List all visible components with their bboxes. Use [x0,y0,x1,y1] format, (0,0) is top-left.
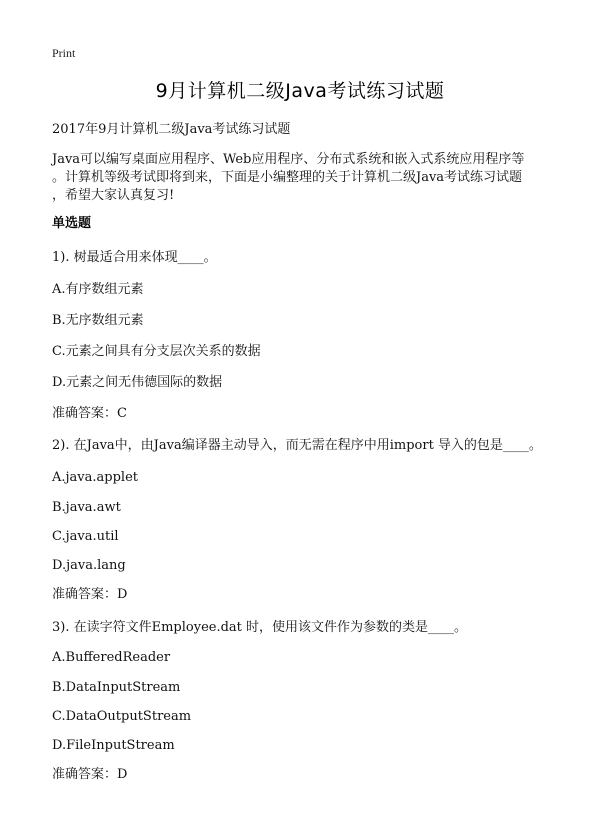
question-option: B.无序数组元素 [52,313,144,328]
intro-line: Java可以编写桌面应用程序、Web应用程序、分布式系统和嵌入式系统应用程序等 [52,152,525,167]
question-option: A.BufferedReader [52,650,171,665]
question-option: A.java.applet [52,470,138,485]
question-stem: 2). 在Java中，由Java编译器主动导入，而无需在程序中用import 导入的包是____。 [52,438,542,453]
page-title: 9月计算机二级Java考试练习试题 [155,80,445,102]
question-stem: 1). 树最适合用来体现____。 [52,250,217,265]
document-subtitle: 2017年9月计算机二级Java考试练习试题 [52,122,291,137]
question-option: D.java.lang [52,558,126,573]
answer-line: 准确答案：D [52,767,128,782]
answer-line: 准确答案：C [52,406,127,421]
question-option: B.DataInputStream [52,680,181,695]
question-option: A.有序数组元素 [52,282,144,297]
intro-paragraph [52,151,552,205]
answer-line: 准确答案：D [52,587,128,602]
question-option: C.java.util [52,529,119,544]
question-option: C.DataOutputStream [52,709,192,724]
intro-line: 。计算机等级考试即将到来，下面是小编整理的关于计算机二级Java考试练习试题 [52,170,523,185]
question-option: B.java.awt [52,500,121,515]
question-option: D.元素之间无伟德国际的数据 [52,375,223,390]
intro-line: ，希望大家认真复习! [52,188,175,203]
question-stem: 3). 在读字符文件Employee.dat 时，使用该文件作为参数的类是____。 [52,620,468,635]
question-option: D.FileInputStream [52,738,175,753]
print-label: Print [52,46,76,60]
section-heading: 单选题 [52,216,92,231]
question-option: C.元素之间具有分支层次关系的数据 [52,344,261,359]
